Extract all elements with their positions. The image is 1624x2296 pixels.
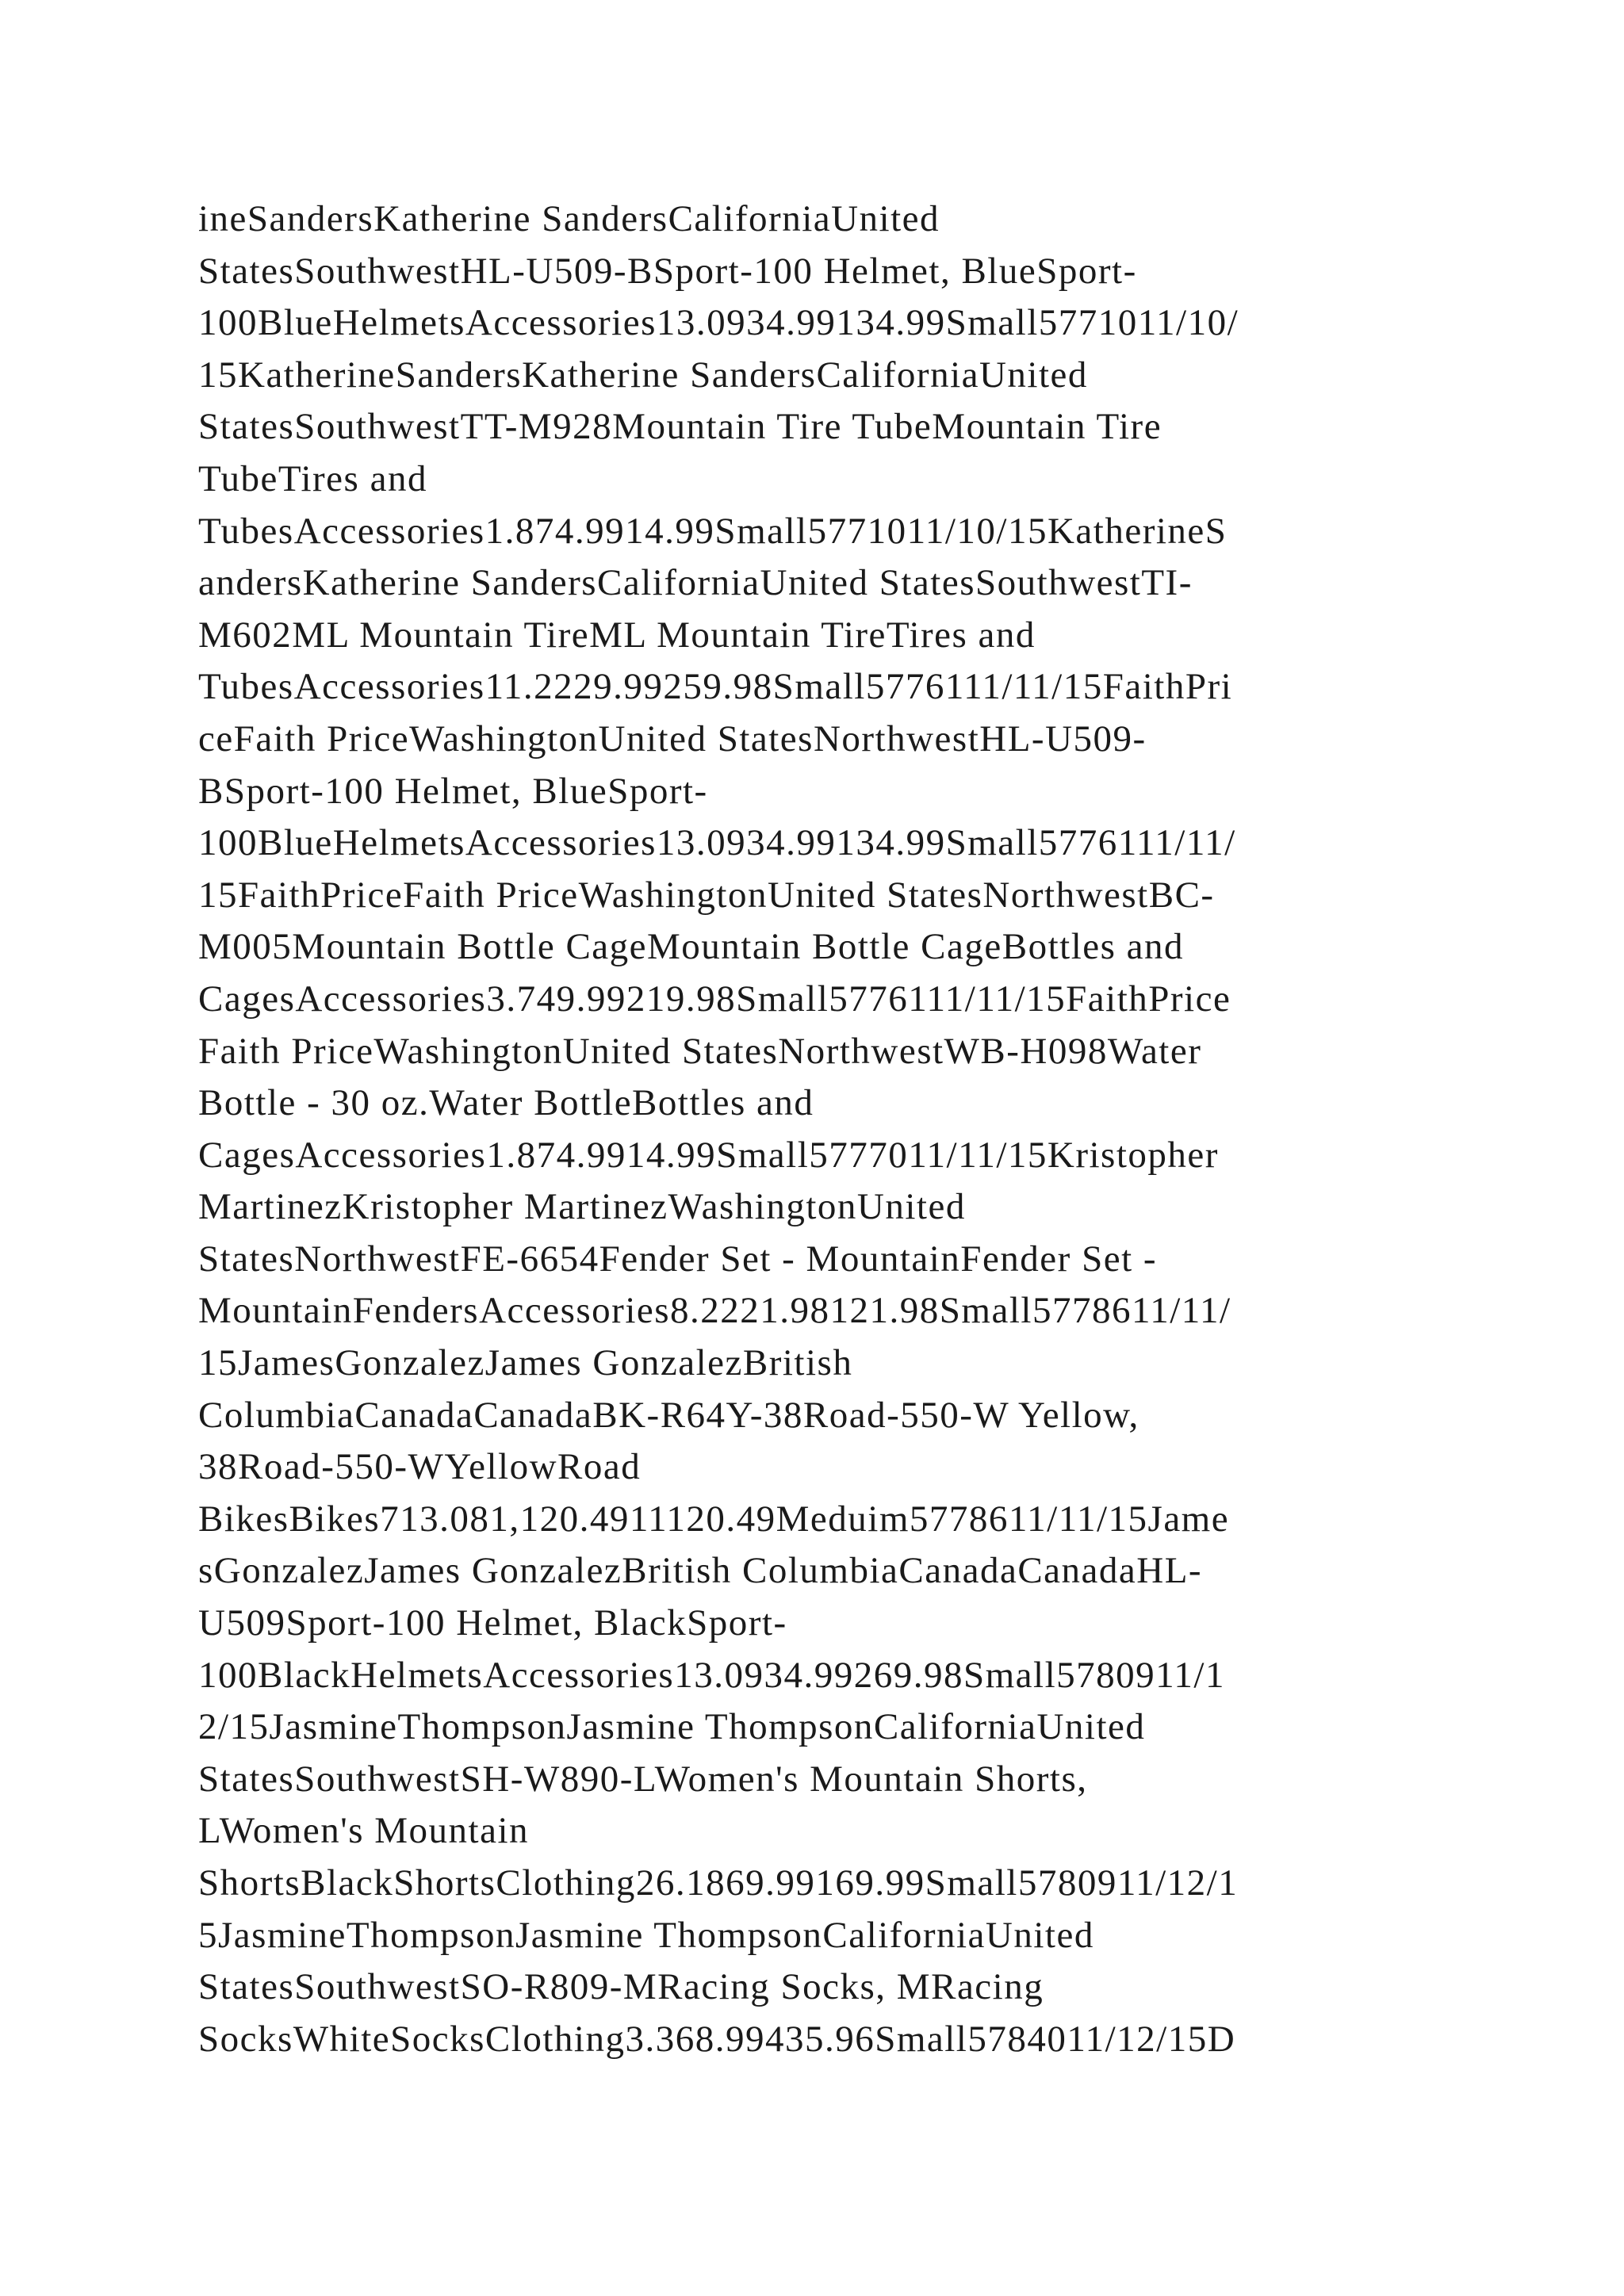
text-line: MountainFendersAccessories8.2221.98121.98Small5778611/11/	[198, 1290, 1231, 1332]
text-line: StatesSouthwestHL-U509-BSport-100 Helmet, BlueSport-	[198, 250, 1137, 292]
text-line: BikesBikes713.081,120.4911120.49Meduim5778611/11/15Jame	[198, 1498, 1230, 1540]
text-line: M602ML Mountain TireML Mountain TireTires and	[198, 614, 1036, 656]
text-line: 5JasmineThompsonJasmine ThompsonCaliforniaUnited	[198, 1914, 1094, 1956]
document-body-text	[198, 193, 1435, 2065]
text-line: ceFaith PriceWashingtonUnited StatesNorthwestHL-U509-	[198, 718, 1147, 760]
text-line: 15JamesGonzalezJames GonzalezBritish	[198, 1342, 853, 1384]
text-line: Bottle - 30 oz.Water BottleBottles and	[198, 1082, 814, 1124]
text-line: M005Mountain Bottle CageMountain Bottle CageBottles and	[198, 926, 1185, 968]
text-line: StatesNorthwestFE-6654Fender Set - MountainFender Set -	[198, 1238, 1158, 1280]
text-line: StatesSouthwestSO-R809-MRacing Socks, MRacing	[198, 1966, 1044, 2008]
text-line: TubeTires and	[198, 457, 427, 499]
text-line: ineSandersKatherine SandersCaliforniaUnited	[198, 198, 940, 239]
text-line: Faith PriceWashingtonUnited StatesNorthwestWB-H098Water	[198, 1030, 1202, 1072]
text-line: TubesAccessories11.2229.99259.98Small5776111/11/15FaithPri	[198, 666, 1233, 708]
text-line: SocksWhiteSocksClothing3.368.99435.96Small5784011/12/15D	[198, 2018, 1236, 2060]
text-line: StatesSouthwestSH-W890-LWomen's Mountain Shorts,	[198, 1758, 1088, 1800]
text-line: TubesAccessories1.874.9914.99Small5771011/10/15KatherineS	[198, 510, 1228, 552]
text-line: 38Road-550-WYellowRoad	[198, 1446, 642, 1488]
text-line: CagesAccessories1.874.9914.99Small5777011/11/15Kristopher	[198, 1134, 1219, 1176]
text-line: U509Sport-100 Helmet, BlackSport-	[198, 1602, 787, 1644]
text-line: 15KatherineSandersKatherine SandersCaliforniaUnited	[198, 354, 1088, 396]
text-line: 100BlackHelmetsAccessories13.0934.99269.98Small5780911/1	[198, 1654, 1225, 1696]
text-line: 100BlueHelmetsAccessories13.0934.99134.99Small5771011/10/	[198, 302, 1239, 344]
text-line: andersKatherine SandersCaliforniaUnited StatesSouthwestTI-	[198, 562, 1193, 604]
text-line: CagesAccessories3.749.99219.98Small5776111/11/15FaithPrice	[198, 978, 1231, 1020]
text-line: ColumbiaCanadaCanadaBK-R64Y-38Road-550-W Yellow,	[198, 1394, 1139, 1436]
text-line: 2/15JasmineThompsonJasmine ThompsonCaliforniaUnited	[198, 1706, 1146, 1748]
text-line: BSport-100 Helmet, BlueSport-	[198, 770, 708, 812]
text-line: sGonzalezJames GonzalezBritish ColumbiaCanadaCanadaHL-	[198, 1550, 1203, 1592]
text-line: MartinezKristopher MartinezWashingtonUnited	[198, 1186, 966, 1228]
text-line: 100BlueHelmetsAccessories13.0934.99134.99Small5776111/11/	[198, 822, 1236, 864]
text-line: ShortsBlackShortsClothing26.1869.99169.99Small5780911/12/1	[198, 1862, 1239, 1904]
text-line: 15FaithPriceFaith PriceWashingtonUnited StatesNorthwestBC-	[198, 874, 1215, 916]
text-line: StatesSouthwestTT-M928Mountain Tire TubeMountain Tire	[198, 406, 1162, 448]
text-line: LWomen's Mountain	[198, 1810, 530, 1852]
